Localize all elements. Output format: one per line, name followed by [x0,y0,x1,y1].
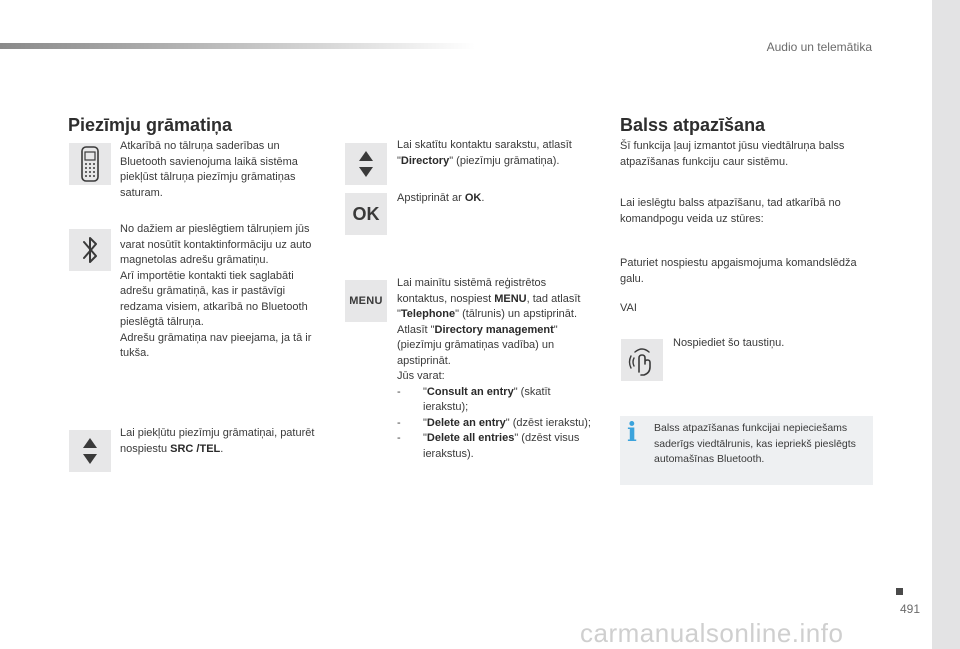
up-down-arrows-icon [69,430,111,472]
bluetooth-icon [69,229,111,271]
confirm-ok-text [397,191,597,207]
voice-function-text: Šī funkcija ļauj izmantot jūsu viedtālruņa balss atpazīšanas funkciju caur sistēmu. [620,140,845,168]
view-contacts-post: " (piezīmju grāmatiņa). [449,154,560,167]
shortcut-text-pre: Lai piekļūtu piezīmju grāmatiņai, paturēt nospiestu [120,427,315,455]
src-tel-key: SRC /TEL [170,442,221,455]
list-quote: " [423,416,427,429]
menu-key: MENU [494,292,527,305]
delete-all-entries-desc: " (dzēst visus ierakstus). [423,432,580,460]
up-down-arrows-icon [345,143,387,185]
menu-button-icon [345,280,387,322]
list-dash: - [397,416,401,429]
info-note-text: Balss atpazīšanas funkcijai nepieciešams saderīgs viedtālrunis, kas iepriekš pieslēgts automašīnas Bluetooth. [654,422,856,465]
or-text: VAI [620,302,637,314]
delete-entry-label: Delete an entry [426,416,506,429]
page-number: 491 [900,602,921,616]
ok-label: OK [352,203,380,224]
phone-icon [69,143,111,185]
phonebook-shortcut-text [120,426,320,457]
top-decorative-bar [0,43,475,49]
directory-mgmt-pre: Atlasīt " [397,323,435,336]
contacts-import-para-3: Adrešu grāmatiņa nav pieejama, ja tā ir tukša. [120,331,312,359]
manage-contacts-para-2 [397,323,597,370]
ok-key: OK [464,192,482,204]
confirm-pre: Apstiprināt ar [397,192,465,204]
directory-mgmt-post: " (piezīmju grāmatiņas vadība) un apstiprināt. [397,323,558,367]
list-dash: - [397,432,401,444]
watermark: carmanualsonline.info [580,618,844,648]
shortcut-text-post: . [220,442,224,455]
you-can-text: Jūs varat: [397,370,445,382]
delete-all-entries-label: Delete all entries [426,432,515,444]
list-item [397,385,597,416]
view-contacts-pre: Lai skatītu kontaktu sarakstu, atlasīt " [397,139,572,167]
page-marker [896,588,903,595]
manage-pre: Lai mainītu sistēmā reģistrētos kontaktus, nospiest [397,277,547,305]
contacts-import-text [120,222,320,362]
press-button-text: Nospiediet šo taustiņu. [673,337,785,349]
manage-mid: , tad atlasīt " [397,292,581,320]
manage-contacts-text [397,276,597,462]
right-section-title: Balss atpazīšana [620,115,766,135]
contacts-import-para-2: Arī importētie kontakti tiek saglabāti adrešu grāmatiņā, kas ir pastāvīgi redzama visiem, atkarībā no Bluetooth pieslēgtā tālruņa. [120,269,308,328]
directory-management-label: Directory management [434,323,554,336]
manage-contacts-para-1 [397,276,597,323]
confirm-post: . [481,192,485,204]
menu-label: MENU [349,295,383,307]
hold-stalk-text: Paturiet nospiestu apgaismojuma komandslēdža galu. [620,257,857,285]
consult-entry-label: Consult an entry [426,385,514,398]
view-contacts-text [397,138,597,169]
list-quote: " [423,432,427,444]
delete-entry-desc: " (dzēst ierakstu); [505,416,591,429]
phonebook-access-text: Atkarībā no tālruņa saderības un Bluetooth savienojuma laikā sistēma piekļūst tālruņa piezīmju grāmatiņas saturam. [120,140,298,199]
ok-button-icon [345,193,387,235]
right-margin-band [932,0,960,649]
list-item [397,431,597,462]
list-item [397,416,597,432]
list-quote: " [423,385,427,398]
left-section-title: Piezīmju grāmatiņa [68,115,233,135]
list-dash: - [397,385,401,398]
manage-post: " (tālrunis) un apstiprināt. [455,308,578,320]
contacts-import-para-1: No dažiem ar pieslēgtiem tālruņiem jūs varat nosūtīt kontaktinformāciju uz auto magnetolas adrešu grāmatiņu. [120,223,312,266]
consult-entry-desc: " (skatīt ierakstu); [423,385,551,413]
voice-touch-icon [621,339,663,381]
info-icon: i [627,418,637,448]
section-header: Audio un telemātika [766,40,872,54]
telephone-label: Telephone [400,308,456,320]
directory-label: Directory [400,154,450,167]
voice-activate-text: Lai ieslēgtu balss atpazīšanu, tad atkarībā no komandpogu veida uz stūres: [620,197,841,225]
